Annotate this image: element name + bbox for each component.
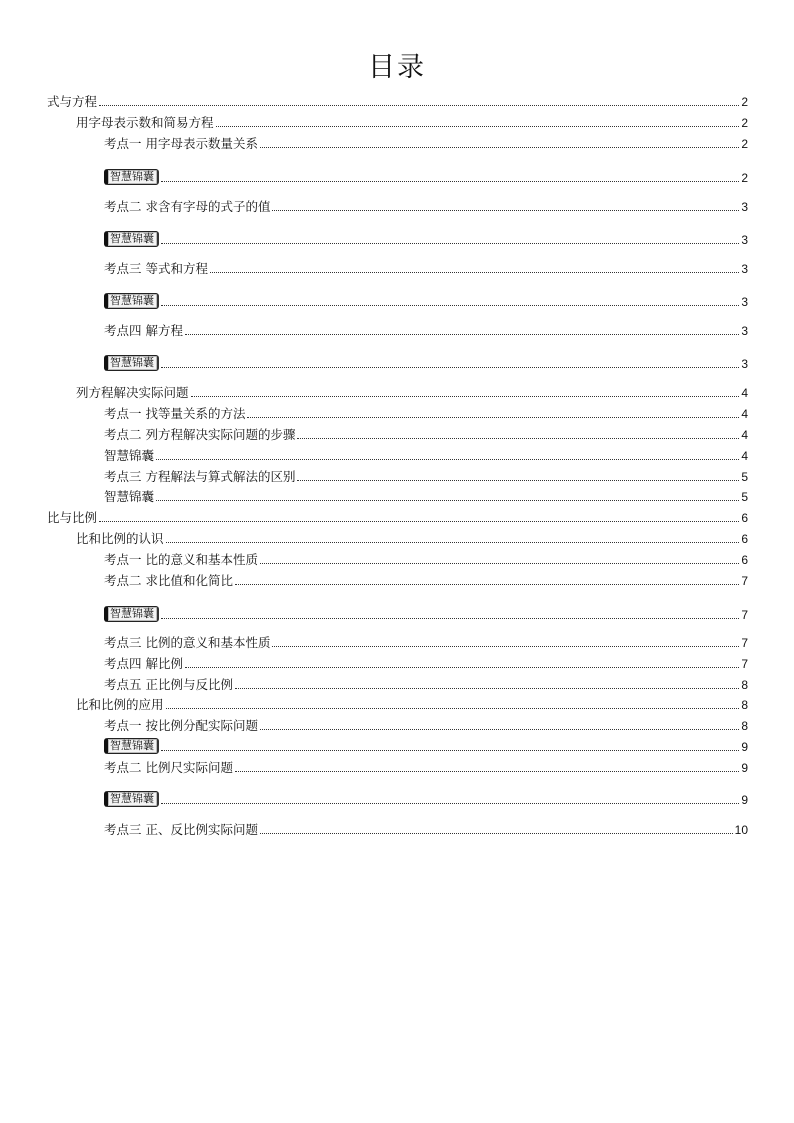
dot-leader	[272, 645, 739, 647]
toc-entry-label: 考点四 解比例	[104, 656, 183, 671]
dot-leader	[260, 728, 739, 730]
page-title: 目录	[368, 52, 426, 83]
toc-entry-section[interactable]	[76, 113, 748, 131]
toc-page-number: 8	[741, 719, 748, 733]
toc-entry-tip[interactable]	[104, 737, 748, 755]
dot-leader	[156, 499, 739, 501]
dot-leader	[210, 271, 739, 273]
toc-page-number: 9	[741, 793, 748, 807]
toc-entry-topic[interactable]	[104, 675, 748, 693]
toc-page-number: 3	[741, 357, 748, 371]
toc-page-number: 4	[741, 449, 748, 463]
dot-leader	[247, 416, 739, 418]
toc-page-number: 2	[741, 137, 748, 151]
toc-entry-chapter-equations[interactable]	[47, 92, 748, 110]
toc-entry-topic[interactable]	[104, 820, 748, 838]
toc-entry-topic[interactable]	[104, 716, 748, 734]
toc-entry-topic[interactable]	[104, 467, 748, 485]
toc-page-number: 6	[741, 532, 748, 546]
toc-entry-topic[interactable]	[104, 197, 748, 215]
toc-entry-topic[interactable]	[104, 633, 748, 651]
toc-page-number: 10	[734, 823, 748, 837]
toc-entry-section[interactable]	[76, 383, 748, 401]
toc-entry-chapter-ratio[interactable]	[47, 508, 748, 526]
toc-entry-tip-text[interactable]	[104, 446, 748, 464]
dot-leader	[235, 583, 739, 585]
toc-page-number: 7	[741, 608, 748, 622]
toc-entry-section[interactable]	[76, 529, 748, 547]
toc-entry-label: 考点三 正、反比例实际问题	[104, 822, 258, 837]
toc-page-number: 6	[741, 511, 748, 525]
toc-entry-label: 智慧锦囊	[104, 448, 155, 463]
dot-leader	[161, 180, 739, 182]
dot-leader	[260, 562, 739, 564]
dot-leader	[161, 304, 739, 306]
toc-page-number: 4	[741, 428, 748, 442]
dot-leader	[191, 395, 740, 397]
toc-page-number: 3	[741, 233, 748, 247]
dot-leader	[260, 146, 739, 148]
toc-page-number: 9	[741, 740, 748, 754]
toc-page-number: 3	[741, 324, 748, 338]
toc-entry-label: 考点二 比例尺实际问题	[104, 760, 233, 775]
dot-leader	[216, 125, 740, 127]
toc-page-number: 9	[741, 761, 748, 775]
dot-leader	[99, 520, 739, 522]
tip-badge-icon: 智慧锦囊	[104, 738, 159, 754]
toc-entry-topic[interactable]	[104, 758, 748, 776]
tip-badge-icon: 智慧锦囊	[104, 293, 159, 309]
toc-page-number: 2	[741, 171, 748, 185]
toc-page-number: 5	[741, 470, 748, 484]
dot-leader	[166, 541, 740, 543]
toc-entry-topic[interactable]	[104, 425, 748, 443]
toc-entry-tip[interactable]	[104, 605, 748, 623]
toc-entry-label: 考点二 求比值和化简比	[104, 573, 233, 588]
toc-page-number: 3	[741, 262, 748, 276]
dot-leader	[297, 479, 739, 481]
toc-entry-label: 比和比例的应用	[76, 697, 164, 712]
toc-page-number: 2	[741, 116, 748, 130]
toc-page-number: 3	[741, 200, 748, 214]
tip-badge-icon: 智慧锦囊	[104, 169, 159, 185]
toc-entry-section[interactable]	[76, 695, 748, 713]
toc-entry-topic[interactable]	[104, 134, 748, 152]
toc-page-number: 5	[741, 490, 748, 504]
toc-page-number: 7	[741, 636, 748, 650]
toc-entry-label: 列方程解决实际问题	[76, 385, 189, 400]
toc-page-number: 3	[741, 295, 748, 309]
toc-entry-label: 比和比例的认识	[76, 531, 164, 546]
dot-leader	[161, 749, 739, 751]
dot-leader	[99, 104, 739, 106]
toc-page-number: 6	[741, 553, 748, 567]
tip-badge-icon: 智慧锦囊	[104, 791, 159, 807]
dot-leader	[185, 333, 739, 335]
toc-entry-label: 考点三 等式和方程	[104, 261, 208, 276]
toc-entry-tip[interactable]	[104, 790, 748, 808]
dot-leader	[185, 666, 739, 668]
dot-leader	[297, 437, 739, 439]
toc-entry-tip[interactable]	[104, 354, 748, 372]
toc-page-number: 8	[741, 678, 748, 692]
toc-entry-label: 用字母表示数和简易方程	[76, 115, 214, 130]
toc-entry-topic[interactable]	[104, 654, 748, 672]
dot-leader	[161, 242, 739, 244]
toc-entry-label: 考点四 解方程	[104, 323, 183, 338]
toc-entry-topic[interactable]	[104, 259, 748, 277]
toc-entry-topic[interactable]	[104, 571, 748, 589]
dot-leader	[235, 770, 739, 772]
toc-page-number: 7	[741, 657, 748, 671]
tip-badge-icon: 智慧锦囊	[104, 231, 159, 247]
dot-leader	[161, 617, 739, 619]
dot-leader	[272, 209, 739, 211]
toc-entry-label: 考点二 列方程解决实际问题的步骤	[104, 427, 296, 442]
toc-page-number: 8	[741, 698, 748, 712]
tip-badge-icon: 智慧锦囊	[104, 606, 159, 622]
toc-entry-tip[interactable]	[104, 168, 748, 186]
toc-entry-topic[interactable]	[104, 321, 748, 339]
toc-page-number: 7	[741, 574, 748, 588]
toc-entry-label: 智慧锦囊	[104, 489, 155, 504]
toc-entry-label: 考点一 比的意义和基本性质	[104, 552, 258, 567]
dot-leader	[161, 802, 739, 804]
toc-entry-tip[interactable]	[104, 230, 748, 248]
dot-leader	[166, 707, 740, 709]
toc-entry-label: 考点一 找等量关系的方法	[104, 406, 246, 421]
toc-entry-label: 考点三 比例的意义和基本性质	[104, 635, 271, 650]
toc-entry-topic[interactable]	[104, 404, 748, 422]
toc-page-number: 2	[741, 95, 748, 109]
toc-entry-label: 考点二 求含有字母的式子的值	[104, 199, 271, 214]
toc-entry-label: 式与方程	[47, 94, 98, 109]
dot-leader	[235, 687, 739, 689]
toc-entry-tip-text[interactable]	[104, 487, 748, 505]
toc-entry-label: 考点三 方程解法与算式解法的区别	[104, 469, 296, 484]
toc-entry-tip[interactable]	[104, 292, 748, 310]
toc-entry-topic[interactable]	[104, 550, 748, 568]
dot-leader	[161, 366, 739, 368]
toc-page-number: 4	[741, 386, 748, 400]
toc-page-number: 4	[741, 407, 748, 421]
dot-leader	[260, 832, 733, 834]
tip-badge-icon: 智慧锦囊	[104, 355, 159, 371]
dot-leader	[156, 458, 739, 460]
toc-entry-label: 考点一 用字母表示数量关系	[104, 136, 258, 151]
toc-entry-label: 考点五 正比例与反比例	[104, 677, 233, 692]
toc-entry-label: 考点一 按比例分配实际问题	[104, 718, 258, 733]
toc-entry-label: 比与比例	[47, 510, 98, 525]
